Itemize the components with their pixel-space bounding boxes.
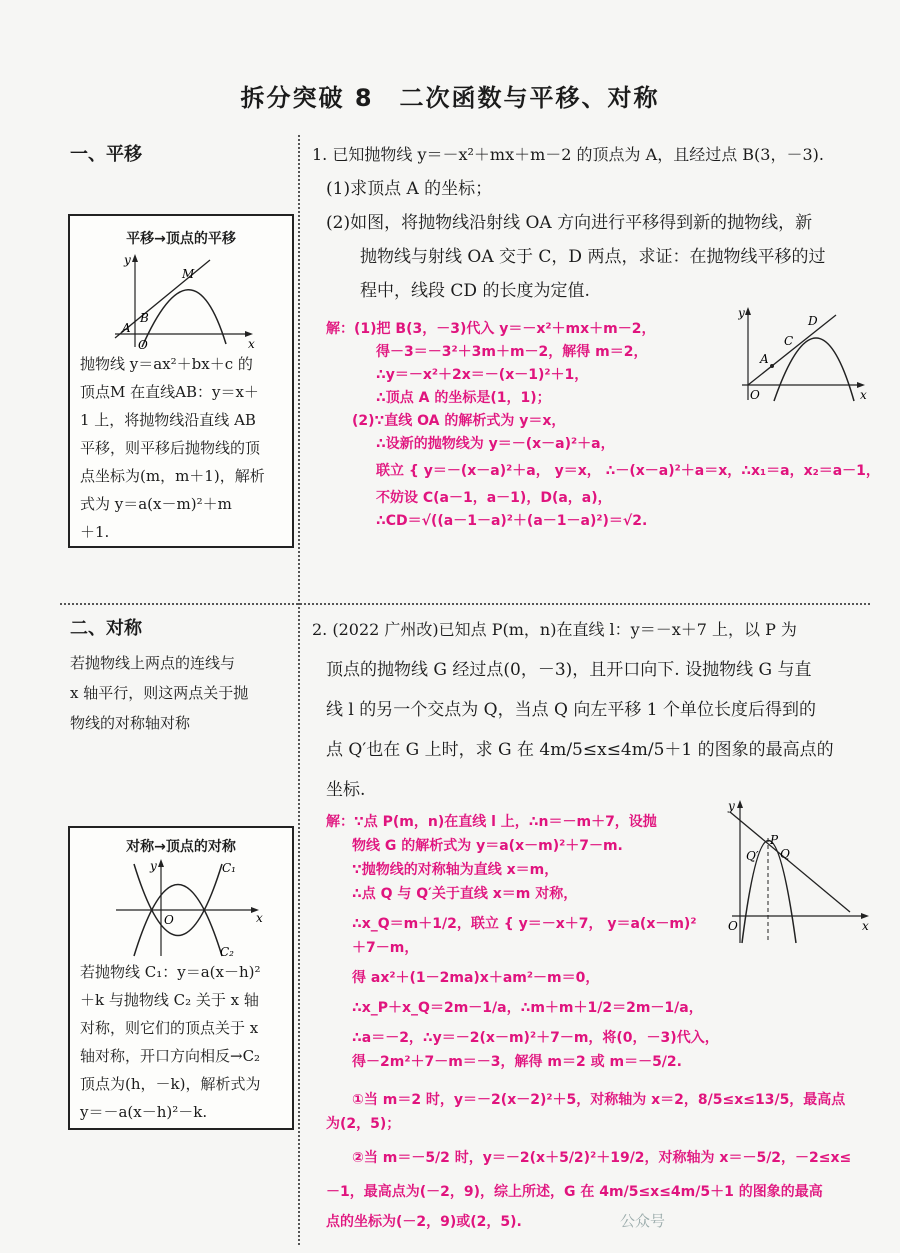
point-a-label: A [760,352,769,366]
c1-label: C₁ [222,861,236,875]
watermark: 公众号 [620,1212,666,1230]
point-p-label: P [770,833,779,847]
solution-line: ∴y＝－x²＋2x＝－(x－1)²＋1， [376,367,589,383]
text-line: 顶点M 在直线AB：y＝x＋ [80,383,259,401]
solution-line: ②当 m＝－5/2 时，y＝－2(x＋5/2)²＋19/2，对称轴为 x＝－5/2，－2≤x≤ [352,1150,852,1166]
text-line: ＋1. [80,523,110,541]
symmetry-graph [106,858,266,958]
point-a-label: A [122,321,131,335]
section2-heading: 二、对称 [70,618,142,639]
parabola [142,290,226,347]
page-title: 拆分突破 8 二次函数与平移、对称 [240,84,660,112]
point-m-label: M [182,267,195,281]
x-label: x [860,388,867,402]
text-line: 抛物线 y＝ax²＋bx＋c 的 [80,355,253,373]
problem-line: 1. 已知抛物线 y＝－x²＋mx＋m－2 的顶点为 A，且经过点 B(3，－3). [312,145,824,164]
text-line: 1 上，将抛物线沿直线 AB [80,411,256,429]
origin-label: O [164,913,174,927]
origin-label: O [728,919,738,933]
translation-graph [110,252,260,352]
text-line: x 轴平行，则这两点关于抛 [70,684,249,702]
text-line: 物线的对称轴对称 [70,714,191,732]
symmetry-rule [70,648,296,738]
text-line: 平移，则平移后抛物线的顶 [80,439,261,457]
solution-line: 点的坐标为(－2，9)或(2，5). [326,1214,522,1230]
problem-line: 点 Q′也在 G 上时，求 G 在 4m/5≤x≤4m/5＋1 的图象的最高点的 [326,740,834,760]
symmetry-box [68,826,294,1130]
solution-line: ∴点 Q 与 Q′关于直线 x＝m 对称， [352,886,578,902]
problem1 [312,138,872,308]
problem-line: 2. (2022 广州改)已知点 P(m，n)在直线 l：y＝－x＋7 上，以 P 为 [312,620,797,639]
horizontal-divider [60,603,870,605]
vertical-divider [298,135,300,1245]
solution-line: ∴CD＝√((a－1－a)²＋(a－1－a)²)＝√2. [376,513,648,529]
solution-line: 得 ax²＋(1－2ma)x＋am²－m＝0， [352,970,600,986]
problem-line: 程中，线段 CD 的长度为定值. [360,281,590,301]
text-line: 式为 y＝a(x－m)²＋m [80,495,232,513]
y-label: y [738,306,745,320]
y-axis-arrow [158,859,164,867]
solution-line: ∴x_Q＝m＋1/2，联立 { y＝－x＋7， y＝a(x－m)²＋7－m， [352,916,697,956]
solution-line: ∴设新的抛物线为 y＝－(x－a)²＋a， [376,436,615,452]
symmetry-box-title: 对称→顶点的对称 [126,839,236,855]
solution-line: 解：∵点 P(m，n)在直线 l 上，∴n＝－m＋7，设抛 [326,814,657,830]
point-c-label: C [784,334,794,348]
x-label: x [248,337,255,351]
solution-line: ∴x_P＋x_Q＝2m－1/a，∴m＋m＋1/2＝2m－1/a， [352,1000,703,1016]
solution-line: 为(2，5)； [326,1116,401,1132]
y-axis-arrow [132,254,138,262]
problem1-solution [326,318,880,533]
section1-heading: 一、平移 [70,144,142,165]
problem2-solution [326,810,866,1234]
solution-line: －1，最高点为(－2，9)，综上所述，G 在 4m/5≤x≤4m/5＋1 的图象的最高 [326,1184,823,1200]
point-a [770,364,774,368]
solution-line: 不妨设 C(a－1，a－1)，D(a，a)， [376,490,612,506]
text-line: 若抛物线 C₁：y＝a(x－h)² [80,963,261,981]
problem-line: 抛物线与射线 OA 交于 C，D 两点，求证：在抛物线平移的过 [360,247,826,267]
solution-line: ∴顶点 A 的坐标是(1，1)； [376,390,551,406]
translation-box-title: 平移→顶点的平移 [126,231,236,247]
y-label: y [150,859,157,873]
problem-line: 线 l 的另一个交点为 Q，当点 Q 向左平移 1 个单位长度后得到的 [326,700,816,720]
y-label: y [124,253,131,267]
parabola-c2 [134,864,222,936]
c2-label: C₂ [220,945,234,958]
x-label: x [862,919,869,933]
solution-line: 解：(1)把 B(3，－3)代入 y＝－x²＋mx＋m－2， [326,321,656,337]
text-line: 点坐标为(m，m＋1)，解析 [80,467,265,485]
translation-box [68,214,294,548]
solution-line: ∵抛物线的对称轴为直线 x＝m， [352,862,559,878]
solution-line: 得－2m²＋7－m＝－3，解得 m＝2 或 m＝－5/2. [352,1054,682,1070]
ray-oa [748,315,836,385]
solution-line: 得－3＝－3²＋3m＋m－2，解得 m＝2， [376,344,648,360]
y-label: y [728,799,735,813]
symmetry-box-text [80,958,286,1126]
origin-label: O [750,388,760,402]
problem-line: (1)求顶点 A 的坐标； [326,179,493,199]
x-label: x [256,911,263,925]
solution-line: ∴a＝－2，∴y＝－2(x－m)²＋7－m，将(0，－3)代入， [352,1030,719,1046]
problem-line: 顶点的抛物线 G 经过点(0，－3)，且开口向下. 设抛物线 G 与直 [326,660,812,680]
text-line: 轴对称，开口方向相反→C₂ [80,1047,261,1065]
problem-line: 坐标. [326,780,366,800]
point-d-label: D [808,314,818,328]
y-axis-arrow [745,307,751,315]
solution-line: ①当 m＝2 时，y＝－2(x－2)²＋5，对称轴为 x＝2，8/5≤x≤13/5，最高点 [352,1092,846,1108]
parabola-c1 [134,885,222,957]
text-line: 若抛物线上两点的连线与 [70,654,236,672]
problem2 [312,610,872,810]
text-line: 对称，则它们的顶点关于 x [80,1019,259,1037]
solution-line: 联立 { y＝－(x－a)²＋a， y＝x， ∴－(x－a)²＋a＝x，∴x₁＝a，x₂＝a－1， [376,463,880,479]
solution-line: (2)∵直线 OA 的解析式为 y＝x， [352,413,566,429]
origin-label: O [138,338,148,352]
solution-line: 物线 G 的解析式为 y＝a(x－m)²＋7－m. [352,838,623,854]
translation-box-text [80,350,286,546]
y-axis-arrow [737,800,743,808]
point-q-prime-label: Q′ [746,849,759,863]
text-line: ＋k 与抛物线 C₂ 关于 x 轴 [80,991,259,1009]
text-line: y＝－a(x－h)²－k. [80,1103,208,1121]
point-q-label: Q [780,847,790,861]
text-line: 顶点为(h，－k)，解析式为 [80,1075,261,1093]
problem-line: (2)如图，将抛物线沿射线 OA 方向进行平移得到新的抛物线，新 [326,213,813,233]
problem1-graph [738,305,868,405]
point-b-label: B [140,311,149,325]
